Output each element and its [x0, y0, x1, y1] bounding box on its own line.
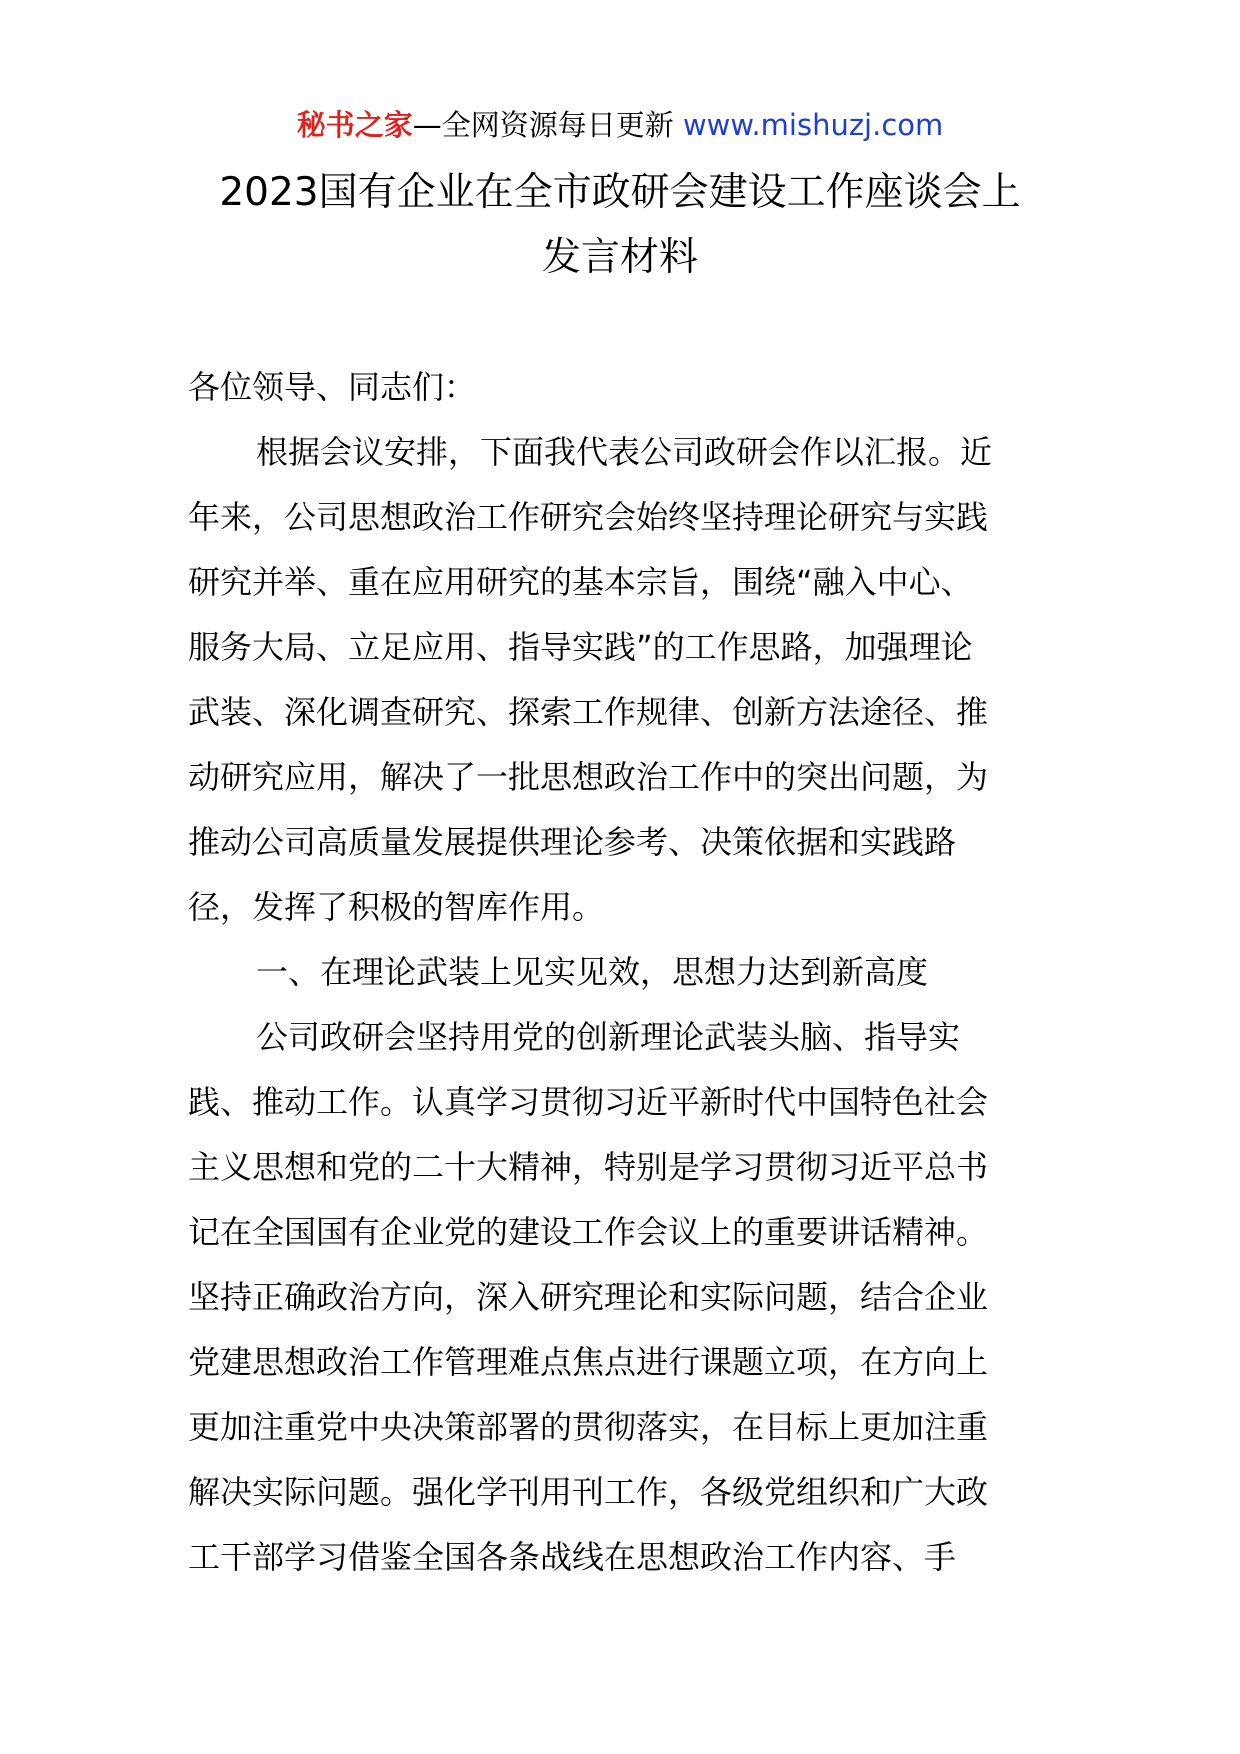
salutation: 各位领导、同志们：	[188, 368, 477, 406]
paragraph-line: 党建思想政治工作管理难点焦点进行课题立项，在方向上	[188, 1343, 989, 1381]
paragraph-line: 径，发挥了积极的智库作用。	[188, 888, 605, 926]
paragraph-line: 研究并举、重在应用研究的基本宗旨，围绕“融入中心、	[188, 563, 973, 601]
paragraph-line: 公司政研会坚持用党的创新理论武装头脑、指导实	[256, 1018, 961, 1056]
paragraph-line: 主义思想和党的二十大精神，特别是学习贯彻习近平总书	[188, 1148, 989, 1186]
paragraph-line: 记在全国国有企业党的建设工作会议上的重要讲话精神。	[188, 1213, 989, 1251]
title-line-2: 发言材料	[541, 235, 698, 280]
document-title	[150, 160, 1090, 290]
section-heading: 一、在理论武装上见实见效，思想力达到新高度	[256, 953, 929, 991]
paragraph-line: 工干部学习借鉴全国各条战线在思想政治工作内容、手	[188, 1538, 957, 1576]
paragraph-line: 服务大局、立足应用、指导实践”的工作思路，加强理论	[188, 628, 973, 666]
paragraph-line: 根据会议安排，下面我代表公司政研会作以汇报。近	[256, 433, 993, 471]
paragraph-line: 武装、深化调查研究、探索工作规律、创新方法途径、推	[188, 693, 989, 731]
site-url-link[interactable]: www.mishuzj.com	[682, 108, 944, 142]
watermark-header	[0, 100, 1240, 150]
title-line-1: 2023国有企业在全市政研会建设工作座谈会上	[219, 170, 1021, 215]
paragraph-line: 践、推动工作。认真学习贯彻习近平新时代中国特色社会	[188, 1083, 989, 1121]
paragraph-line: 更加注重党中央决策部署的贯彻落实，在目标上更加注重	[188, 1408, 989, 1446]
document-body	[188, 355, 1056, 1590]
paragraph-line: 年来，公司思想政治工作研究会始终坚持理论研究与实践	[188, 498, 989, 536]
header-tagline: —全网资源每日更新	[412, 108, 683, 142]
paragraph-line: 动研究应用，解决了一批思想政治工作中的突出问题，为	[188, 758, 989, 796]
brand-name: 秘书之家	[296, 108, 413, 142]
paragraph-line: 坚持正确政治方向，深入研究理论和实际问题，结合企业	[188, 1278, 989, 1316]
paragraph-line: 解决实际问题。强化学刊用刊工作，各级党组织和广大政	[188, 1473, 989, 1511]
paragraph-line: 推动公司高质量发展提供理论参考、决策依据和实践路	[188, 823, 957, 861]
